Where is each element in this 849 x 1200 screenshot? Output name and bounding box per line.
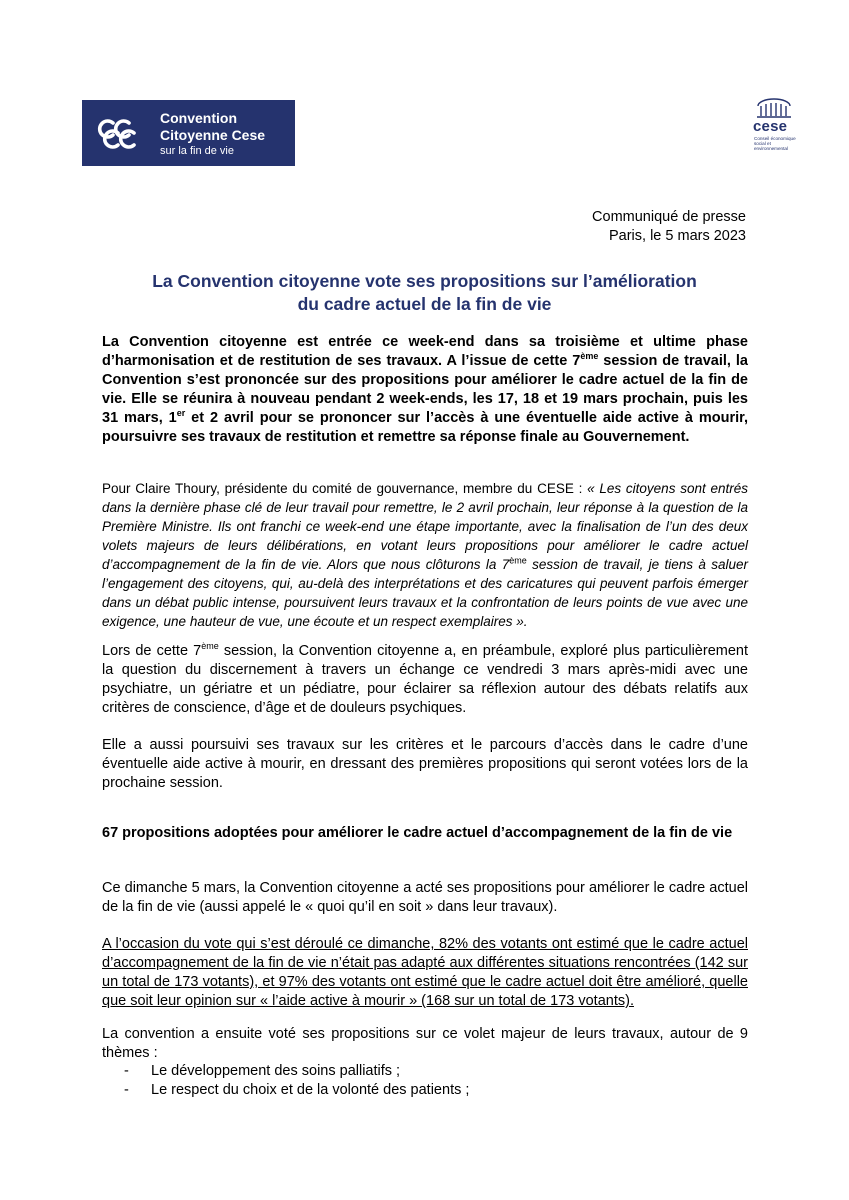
convention-citoyenne-logo <box>82 100 295 166</box>
logo-line-1: Convention <box>160 110 237 126</box>
page-title <box>100 270 749 316</box>
place-date: Paris, le 5 mars 2023 <box>608 228 746 244</box>
title-line-2: du cadre actuel de la fin de vie <box>297 294 552 314</box>
lead-text-2: session de travail, la Convention s’est prononcée sur des propositions pour améliorer le cadre actuel de la fin de vie. Elle se réunira à nouveau pendant 2 week-ends, les 17, 18 et 19 mars prochain, puis les 31 mars, 1 <box>102 353 748 426</box>
lead-text-3: et 2 avril pour se prononcer sur l’accès à une éventuelle aide active à mourir, poursuivre ses travaux de restitution et remettre sa réponse finale au Gouvernement. <box>102 410 748 445</box>
quote-sup: ème <box>509 555 527 566</box>
title-line-1: La Convention citoyenne vote ses propositions sur l’amélioration <box>152 271 697 291</box>
lead-sup-2: er <box>176 408 186 419</box>
themes-intro-paragraph: La convention a ensuite voté ses propositions sur ce volet majeur de leurs travaux, autour de 9 thèmes : <box>102 1026 748 1061</box>
criteria-paragraph: Elle a aussi poursuivi ses travaux sur les critères et le parcours d’accès dans le cadre d’une éventuelle aide active à mourir, en dressant des premières propositions qui seront votées lors de la prochaine session. <box>102 737 748 791</box>
three-interlocking-c-icon <box>96 114 152 154</box>
section-subheading: 67 propositions adoptées pour améliorer le cadre actuel d’accompagnement de la fin de vie <box>102 825 733 841</box>
sunday-paragraph: Ce dimanche 5 mars, la Convention citoyenne a acté ses propositions pour améliorer le cadre actuel de la fin de vie (aussi appelé le « quoi qu’il en soit » dans leur travaux). <box>102 880 748 915</box>
list-item <box>102 1081 748 1100</box>
logo-line-2: Citoyenne Cese <box>160 127 266 143</box>
quote-text-1: « Les citoyens sont entrés dans la dernière phase clé de leur travail pour remettre, le 2 avril prochain, leur réponse à la question de la Première Ministre. Ils ont franchi ce week-end une étape importante, avec la finalisation de l’un des deux volets majeurs de leurs délibérations, en votant leurs propositions pour améliorer le cadre actuel d’accompagnement de la fin de vie. Alors que nous clôturons la 7 <box>102 481 749 572</box>
lead-sup-1: ème <box>580 351 599 362</box>
quote-text-2: session de travail, je tiens à saluer l’engagement des citoyens, qui, au-delà des interprétations et des caricatures qui peuvent parfois émerger dans un débat public intense, poursuivent leurs travaux et la confrontation de leurs points de vue avec une exigence, une hauteur de vue, une écoute et un respect exemplaires ». <box>102 557 749 629</box>
list-item <box>102 1062 748 1081</box>
list-item-text: Le respect du choix et de la volonté des patients ; <box>151 1082 470 1098</box>
session-text-1: Lors de cette 7 <box>102 643 202 659</box>
press-header <box>592 208 746 246</box>
session-sup: ème <box>201 641 219 652</box>
lead-text-1: La Convention citoyenne est entrée ce week-end dans sa troisième et ultime phase d’harmonisation et de restitution de ses travaux. A l’issue de cette 7 <box>102 334 748 369</box>
quote-intro: Pour Claire Thoury, présidente du comité de gouvernance, membre du CESE : <box>102 481 588 496</box>
quote-paragraph <box>102 479 748 631</box>
cese-subtitle: Conseil économique social et environnemental <box>754 136 796 151</box>
cese-logo <box>750 97 800 157</box>
logo-line-3: sur la fin de vie <box>160 145 234 157</box>
session-paragraph <box>102 642 748 718</box>
cese-wordmark: cese <box>753 118 788 135</box>
document-type: Communiqué de presse <box>592 209 746 225</box>
columns-building-icon <box>752 97 796 119</box>
list-dash: - <box>124 1082 129 1098</box>
session-text-2: session, la Convention citoyenne a, en préambule, exploré plus particulièrement la question du discernement à travers un échange ce vendredi 3 mars après-midi avec une psychiatre, un gériatre et un pédiatre, pour éclairer sa réflexion autour des débats relatifs aux critères de conscience, d’âge et de douleurs psychiques. <box>102 643 748 716</box>
list-item-text: Le développement des soins palliatifs ; <box>151 1063 401 1079</box>
vote-results-paragraph: A l’occasion du vote qui s’est déroulé ce dimanche, 82% des votants ont estimé que le cadre actuel d’accompagnement de la fin de vie n’était pas adapté aux différentes situations rencontrées (142 sur un total de 173 votants), et 97% des votants ont estimé que le cadre actuel doit être amélioré, quelle que soit leur opinion sur « l’aide active à mourir » (168 sur un total de 173 votants). <box>102 936 748 1009</box>
list-dash: - <box>124 1063 129 1079</box>
themes-list <box>102 1062 748 1100</box>
lead-paragraph <box>102 333 748 447</box>
